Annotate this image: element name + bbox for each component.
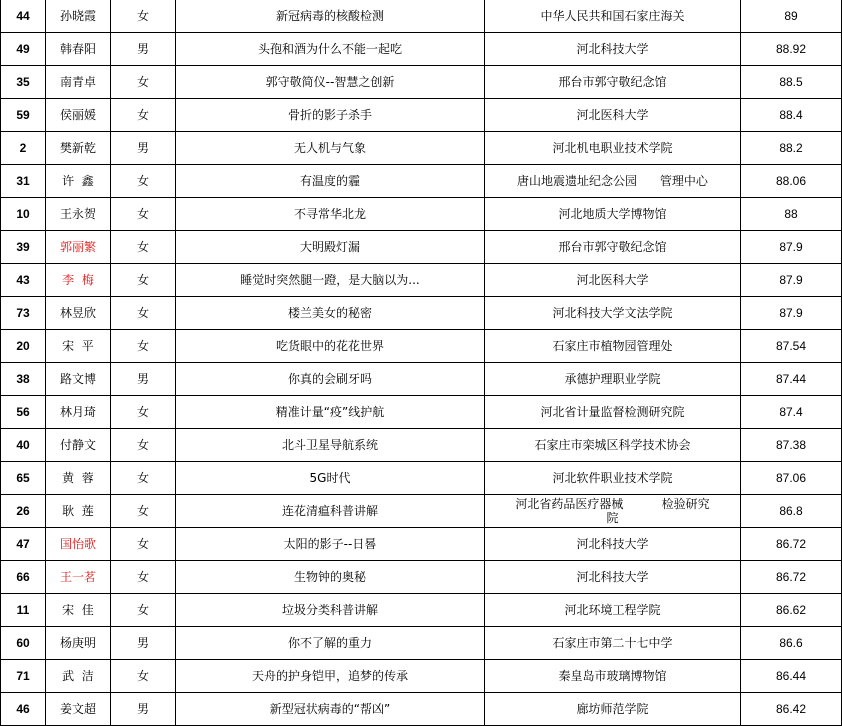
cell-org: 河北软件职业技术学院 bbox=[485, 462, 741, 495]
cell-gender: 男 bbox=[111, 363, 176, 396]
cell-title: 连花清瘟科普讲解 bbox=[176, 495, 485, 528]
cell-id: 66 bbox=[1, 561, 46, 594]
cell-org: 秦皇岛市玻璃博物馆 bbox=[485, 660, 741, 693]
cell-title: 骨折的影子杀手 bbox=[176, 99, 485, 132]
cell-gender: 女 bbox=[111, 0, 176, 33]
cell-name: 黄 蓉 bbox=[46, 462, 111, 495]
cell-org: 石家庄市第二十七中学 bbox=[485, 627, 741, 660]
cell-id: 56 bbox=[1, 396, 46, 429]
cell-org: 河北科技大学文法学院 bbox=[485, 297, 741, 330]
cell-org-line1: 河北省药品医疗器械 检验研究 bbox=[515, 497, 710, 511]
table-row bbox=[1, 594, 842, 627]
cell-score: 87.9 bbox=[741, 264, 842, 297]
table-row bbox=[1, 231, 842, 264]
cell-name: 南青卓 bbox=[46, 66, 111, 99]
cell-gender: 女 bbox=[111, 297, 176, 330]
cell-org: 中华人民共和国石家庄海关 bbox=[485, 0, 741, 33]
table-row bbox=[1, 0, 842, 33]
cell-score: 87.9 bbox=[741, 231, 842, 264]
cell-title: 精准计量“疫”线护航 bbox=[176, 396, 485, 429]
cell-org: 邢台市郭守敬纪念馆 bbox=[485, 231, 741, 264]
cell-title: 郭守敬简仪--智慧之创新 bbox=[176, 66, 485, 99]
cell-gender: 女 bbox=[111, 594, 176, 627]
cell-gender: 女 bbox=[111, 396, 176, 429]
cell-id: 11 bbox=[1, 594, 46, 627]
cell-name: 杨庚明 bbox=[46, 627, 111, 660]
cell-name: 付静文 bbox=[46, 429, 111, 462]
cell-name: 耿 莲 bbox=[46, 495, 111, 528]
table-row bbox=[1, 198, 842, 231]
table-row bbox=[1, 396, 842, 429]
cell-name: 姜文超 bbox=[46, 693, 111, 726]
table-row bbox=[1, 99, 842, 132]
table-row bbox=[1, 363, 842, 396]
table-row bbox=[1, 132, 842, 165]
cell-name: 李 梅 bbox=[46, 264, 111, 297]
cell-title: 你不了解的重力 bbox=[176, 627, 485, 660]
table-row bbox=[1, 165, 842, 198]
cell-name: 林月琦 bbox=[46, 396, 111, 429]
cell-id: 2 bbox=[1, 132, 46, 165]
table-row bbox=[1, 627, 842, 660]
cell-org: 石家庄市栾城区科学技术协会 bbox=[485, 429, 741, 462]
cell-title: 北斗卫星导航系统 bbox=[176, 429, 485, 462]
cell-id: 73 bbox=[1, 297, 46, 330]
cell-score: 86.72 bbox=[741, 561, 842, 594]
cell-score: 87.44 bbox=[741, 363, 842, 396]
cell-id: 71 bbox=[1, 660, 46, 693]
cell-name: 孙晓霞 bbox=[46, 0, 111, 33]
cell-id: 35 bbox=[1, 66, 46, 99]
cell-gender: 男 bbox=[111, 132, 176, 165]
cell-score: 88.4 bbox=[741, 99, 842, 132]
cell-name: 许 鑫 bbox=[46, 165, 111, 198]
table-row bbox=[1, 66, 842, 99]
cell-gender: 女 bbox=[111, 495, 176, 528]
cell-org: 河北省计量监督检测研究院 bbox=[485, 396, 741, 429]
cell-score: 88.5 bbox=[741, 66, 842, 99]
cell-score: 86.6 bbox=[741, 627, 842, 660]
cell-title: 吃货眼中的花花世界 bbox=[176, 330, 485, 363]
cell-score: 88.06 bbox=[741, 165, 842, 198]
table-row bbox=[1, 330, 842, 363]
cell-org bbox=[485, 495, 741, 528]
cell-score: 86.62 bbox=[741, 594, 842, 627]
table-row bbox=[1, 561, 842, 594]
cell-gender: 女 bbox=[111, 429, 176, 462]
cell-gender: 男 bbox=[111, 693, 176, 726]
table-row bbox=[1, 495, 842, 528]
cell-id: 38 bbox=[1, 363, 46, 396]
table-row bbox=[1, 660, 842, 693]
cell-gender: 女 bbox=[111, 330, 176, 363]
cell-name: 韩春阳 bbox=[46, 33, 111, 66]
table-row bbox=[1, 462, 842, 495]
cell-score: 87.4 bbox=[741, 396, 842, 429]
cell-name: 郭丽繁 bbox=[46, 231, 111, 264]
cell-title: 头孢和酒为什么不能一起吃 bbox=[176, 33, 485, 66]
cell-title: 无人机与气象 bbox=[176, 132, 485, 165]
cell-title: 太阳的影子--日晷 bbox=[176, 528, 485, 561]
cell-score: 87.06 bbox=[741, 462, 842, 495]
cell-title: 天舟的护身铠甲，追梦的传承 bbox=[176, 660, 485, 693]
cell-gender: 男 bbox=[111, 33, 176, 66]
cell-score: 88 bbox=[741, 198, 842, 231]
cell-score: 88.2 bbox=[741, 132, 842, 165]
cell-id: 40 bbox=[1, 429, 46, 462]
cell-id: 43 bbox=[1, 264, 46, 297]
cell-score: 86.44 bbox=[741, 660, 842, 693]
cell-name: 林昱欣 bbox=[46, 297, 111, 330]
table-row bbox=[1, 297, 842, 330]
cell-org: 唐山地震遗址纪念公园 管理中心 bbox=[485, 165, 741, 198]
cell-gender: 女 bbox=[111, 660, 176, 693]
cell-name: 国怡歌 bbox=[46, 528, 111, 561]
cell-org: 河北科技大学 bbox=[485, 33, 741, 66]
cell-name: 樊新乾 bbox=[46, 132, 111, 165]
cell-gender: 女 bbox=[111, 165, 176, 198]
cell-title: 大明殿灯漏 bbox=[176, 231, 485, 264]
cell-org: 河北机电职业技术学院 bbox=[485, 132, 741, 165]
cell-name: 王永贺 bbox=[46, 198, 111, 231]
cell-id: 46 bbox=[1, 693, 46, 726]
cell-id: 10 bbox=[1, 198, 46, 231]
cell-id: 49 bbox=[1, 33, 46, 66]
cell-id: 31 bbox=[1, 165, 46, 198]
cell-id: 44 bbox=[1, 0, 46, 33]
cell-org: 河北地质大学博物馆 bbox=[485, 198, 741, 231]
cell-org: 石家庄市植物园管理处 bbox=[485, 330, 741, 363]
cell-org: 邢台市郭守敬纪念馆 bbox=[485, 66, 741, 99]
cell-score: 89 bbox=[741, 0, 842, 33]
cell-org: 河北科技大学 bbox=[485, 561, 741, 594]
cell-score: 86.8 bbox=[741, 495, 842, 528]
cell-org: 河北环境工程学院 bbox=[485, 594, 741, 627]
cell-name: 路文博 bbox=[46, 363, 111, 396]
cell-gender: 女 bbox=[111, 561, 176, 594]
table-row bbox=[1, 429, 842, 462]
cell-org: 河北医科大学 bbox=[485, 264, 741, 297]
cell-gender: 女 bbox=[111, 462, 176, 495]
cell-gender: 女 bbox=[111, 264, 176, 297]
table-row bbox=[1, 528, 842, 561]
cell-org: 廊坊师范学院 bbox=[485, 693, 741, 726]
cell-score: 87.38 bbox=[741, 429, 842, 462]
cell-org-line2: 院 bbox=[606, 511, 619, 525]
cell-id: 39 bbox=[1, 231, 46, 264]
table-row bbox=[1, 33, 842, 66]
cell-id: 20 bbox=[1, 330, 46, 363]
cell-score: 86.72 bbox=[741, 528, 842, 561]
table-row bbox=[1, 264, 842, 297]
cell-score: 88.92 bbox=[741, 33, 842, 66]
cell-id: 59 bbox=[1, 99, 46, 132]
cell-title: 睡觉时突然腿一蹬，是大脑以为... bbox=[176, 264, 485, 297]
cell-gender: 女 bbox=[111, 66, 176, 99]
cell-id: 47 bbox=[1, 528, 46, 561]
cell-title: 楼兰美女的秘密 bbox=[176, 297, 485, 330]
cell-gender: 女 bbox=[111, 231, 176, 264]
cell-score: 87.54 bbox=[741, 330, 842, 363]
cell-org: 河北科技大学 bbox=[485, 528, 741, 561]
cell-gender: 女 bbox=[111, 99, 176, 132]
cell-name: 武 洁 bbox=[46, 660, 111, 693]
cell-org: 河北医科大学 bbox=[485, 99, 741, 132]
cell-title: 生物钟的奥秘 bbox=[176, 561, 485, 594]
cell-id: 60 bbox=[1, 627, 46, 660]
cell-name: 宋 佳 bbox=[46, 594, 111, 627]
cell-title: 新型冠状病毒的“帮凶” bbox=[176, 693, 485, 726]
cell-org: 承德护理职业学院 bbox=[485, 363, 741, 396]
table-row bbox=[1, 693, 842, 726]
cell-name: 宋 平 bbox=[46, 330, 111, 363]
cell-gender: 女 bbox=[111, 528, 176, 561]
cell-id: 26 bbox=[1, 495, 46, 528]
cell-title: 你真的会刷牙吗 bbox=[176, 363, 485, 396]
cell-score: 86.42 bbox=[741, 693, 842, 726]
cell-id: 65 bbox=[1, 462, 46, 495]
cell-score: 87.9 bbox=[741, 297, 842, 330]
cell-title: 5G时代 bbox=[176, 462, 485, 495]
cell-name: 侯丽媛 bbox=[46, 99, 111, 132]
cell-gender: 男 bbox=[111, 627, 176, 660]
cell-title: 新冠病毒的核酸检测 bbox=[176, 0, 485, 33]
cell-gender: 女 bbox=[111, 198, 176, 231]
cell-title: 有温度的霾 bbox=[176, 165, 485, 198]
cell-title: 垃圾分类科普讲解 bbox=[176, 594, 485, 627]
cell-title: 不寻常华北龙 bbox=[176, 198, 485, 231]
cell-name: 王一茗 bbox=[46, 561, 111, 594]
